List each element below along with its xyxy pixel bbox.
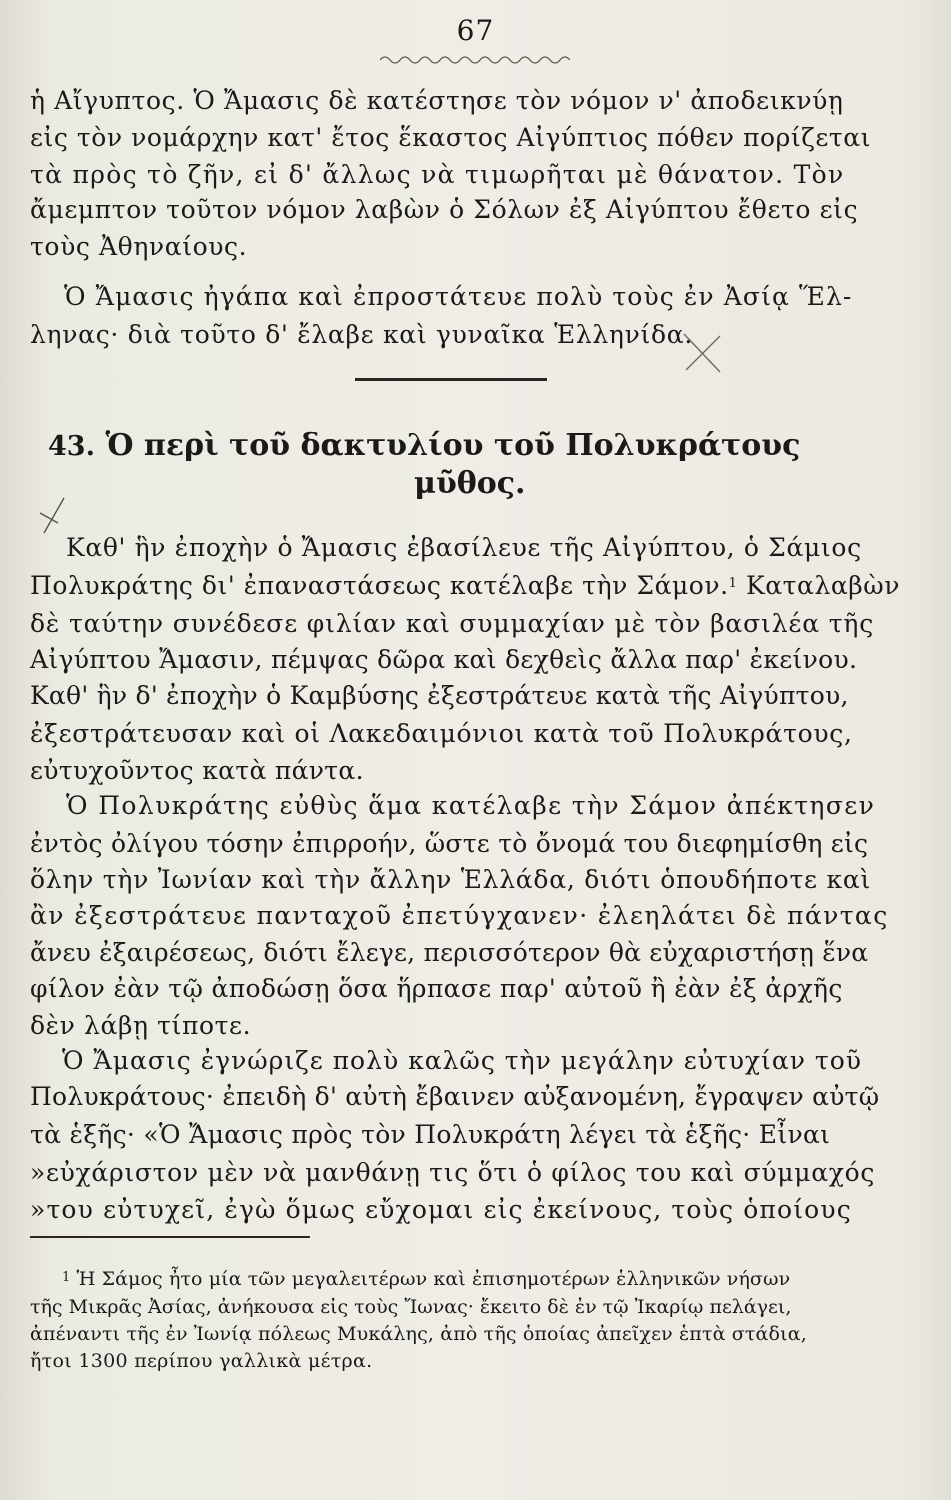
page-number: 67 <box>456 14 495 47</box>
text-line: ἂν ἐξεστράτευε πανταχοῦ ἐπετύγχανεν· ἐλεηλάτει δὲ πάντας <box>30 901 889 930</box>
text-line: τὰ πρὸς τὸ ζῆν, εἰ δ' ἄλλως νὰ τιμωρῆται μὲ θάνατον. Τὸν <box>30 160 845 189</box>
text-line: Ὁ Ἄμασις ἠγάπα καὶ ἐπροστάτευε πολὺ τοὺς ἐν Ἀσίᾳ Ἕλ- <box>64 282 853 311</box>
text-line: ἐντὸς ὀλίγου τόσην ἐπιρροήν, ὥστε τὸ ὄνομά του διεφημίσθη εἰς <box>30 829 869 858</box>
footnote-line: ἤτοι 1300 περίπου γαλλικὰ μέτρα. <box>30 1350 373 1372</box>
text-line: Πολυκράτης δι' ἐπαναστάσεως κατέλαβε τὴν Σάμον.$^1$ Καταλαβὼν <box>30 571 900 600</box>
footnote-line: τῆς Μικρᾶς Ἀσίας, ἀνήκουσα εἰς τοὺς Ἴωνας· ἔκειτο δὲ ἐν τῷ Ἰκαρίῳ πελάγει, <box>30 1296 792 1318</box>
footnote-line: $^1$ Ἡ Σάμος ἦτο μία τῶν μεγαλειτέρων καὶ ἐπισημοτέρων ἑλληνικῶν νήσων <box>62 1268 791 1290</box>
section-number: 43. <box>48 431 95 462</box>
section-heading <box>48 428 800 465</box>
section-title-line2: μῦθος. <box>414 466 526 501</box>
footnote-line: ἀπέναντι τῆς ἐν Ἰωνίᾳ πόλεως Μυκάλης, ἀπὸ τῆς ὁποίας ἀπεῖχεν ἑπτὰ στάδια, <box>30 1323 807 1345</box>
text-line: Αἰγύπτου Ἄμασιν, πέμψας δῶρα καὶ δεχθεὶς ἄλλα παρ' ἐκείνου. <box>30 645 858 674</box>
text-line: ἐξεστράτευσαν καὶ οἱ Λακεδαιμόνιοι κατὰ τοῦ Πολυκράτους, <box>30 719 853 748</box>
text-line: Ὁ Πολυκράτης εὐθὺς ἅμα κατέλαβε τὴν Σάμον ἀπέκτησεν <box>66 791 876 820</box>
footnote-number: 1 <box>62 1270 71 1285</box>
text-line: εὐτυχοῦντος κατὰ πάντα. <box>30 756 364 785</box>
text-line: Ὁ Ἄμασις ἐγνώριζε πολὺ καλῶς τὴν μεγάλην εὐτυχίαν τοῦ <box>62 1046 862 1075</box>
text-line: τὰ ἑξῆς· «Ὁ Ἄμασις πρὸς τὸν Πολυκράτη λέγει τὰ ἑξῆς· Εἶναι <box>30 1120 831 1149</box>
pencil-slash-mark <box>38 495 68 537</box>
text-line: φίλον ἐὰν τῷ ἀποδώσῃ ὅσα ἥρπασε παρ' αὐτοῦ ἢ ἐὰν ἐξ ἀρχῆς <box>30 974 843 1003</box>
ornament-rule <box>380 54 570 66</box>
text-line: ληνας· διὰ τοῦτο δ' ἔλαβε καὶ γυναῖκα Ἑλληνίδα. <box>30 320 693 349</box>
text-line: Καθ' ἣν ἐποχὴν ὁ Ἄμασις ἐβασίλευε τῆς Αἰγύπτου, ὁ Σάμιος <box>66 533 862 562</box>
pencil-cross-mark <box>680 330 726 376</box>
text-line: τοὺς Ἀθηναίους. <box>30 232 248 261</box>
text-line: »εὐχάριστον μὲν νὰ μανθάνῃ τις ὅτι ὁ φίλος του καὶ σύμμαχός <box>30 1158 876 1187</box>
section-title-line1: Ὁ περὶ τοῦ δακτυλίου τοῦ Πολυκράτους <box>105 428 801 463</box>
section-divider <box>355 378 547 381</box>
text-line: ἄνευ ἐξαιρέσεως, διότι ἔλεγε, περισσότερον θὰ εὐχαριστήσῃ ἕνα <box>30 938 869 967</box>
footnote-reference[interactable]: 1 <box>728 576 738 591</box>
text-line: »του εὐτυχεῖ, ἐγὼ ὅμως εὔχομαι εἰς ἐκείνους, τοὺς ὁποίους <box>30 1195 852 1224</box>
footnote-separator <box>30 1236 310 1238</box>
text-line: δὲν λάβῃ τίποτε. <box>30 1011 252 1040</box>
text-line: Καθ' ἣν δ' ἐποχὴν ὁ Καμβύσης ἐξεστράτευε κατὰ τῆς Αἰγύπτου, <box>30 681 849 710</box>
text-line: ἡ Αἴγυπτος. Ὁ Ἄμασις δὲ κατέστησε τὸν νόμον ν' ἀποδεικνύῃ <box>30 86 844 115</box>
text-line: Πολυκράτους· ἐπειδὴ δ' αὐτὴ ἔβαινεν αὐξανομένη, ἔγραψεν αὐτῷ <box>30 1082 880 1111</box>
text-line: εἰς τὸν νομάρχην κατ' ἔτος ἕκαστος Αἰγύπτιος πόθεν πορίζεται <box>30 123 871 152</box>
text-line: ὅλην τὴν Ἰωνίαν καὶ τὴν ἄλλην Ἑλλάδα, διότι ὁπουδήποτε καὶ <box>30 865 872 894</box>
text-line: ἄμεμπτον τοῦτον νόμον λαβὼν ὁ Σόλων ἐξ Αἰγύπτου ἔθετο εἰς <box>30 195 859 224</box>
text-line: δὲ ταύτην συνέδεσε φιλίαν καὶ συμμαχίαν μὲ τὸν βασιλέα τῆς <box>30 609 875 638</box>
